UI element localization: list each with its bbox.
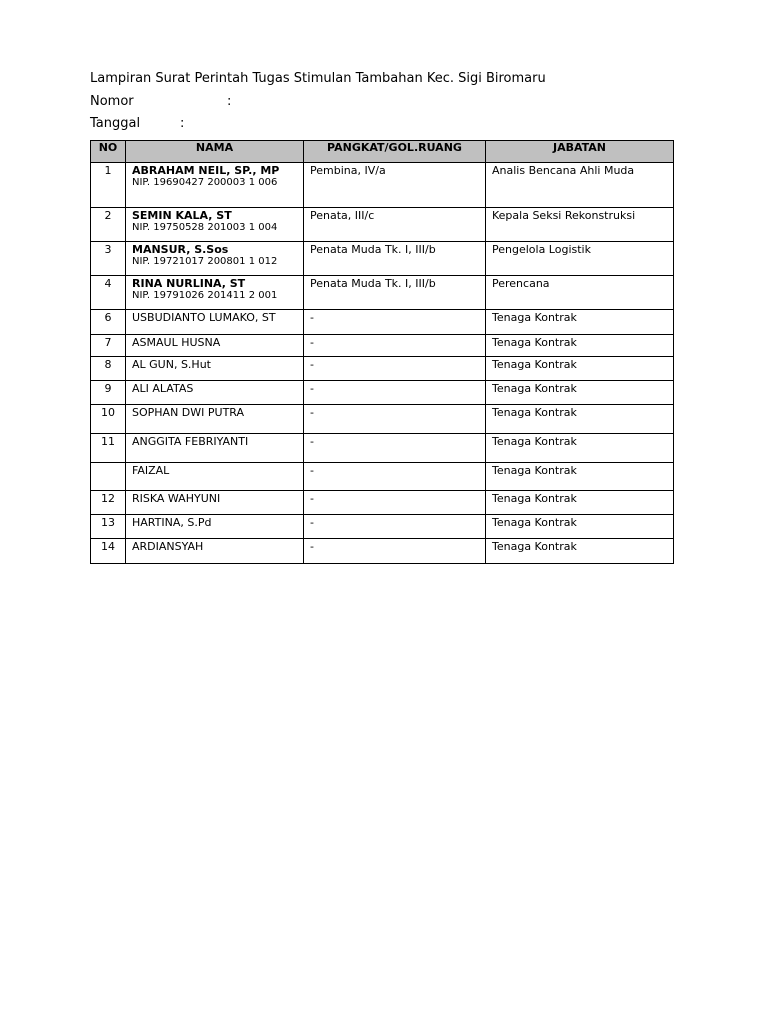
row-number: 4 xyxy=(91,276,126,310)
row-rank: - xyxy=(304,515,486,539)
column-header-jabatan: JABATAN xyxy=(486,141,674,163)
person-nip: NIP. 19721017 200801 1 012 xyxy=(132,256,278,267)
row-position: Analis Bencana Ahli Muda xyxy=(486,163,674,208)
row-name-cell xyxy=(126,335,304,357)
row-name-cell xyxy=(126,434,304,463)
person-name: ASMAUL HUSNA xyxy=(132,336,221,349)
row-name-cell xyxy=(126,310,304,335)
row-position: Tenaga Kontrak xyxy=(486,515,674,539)
table-row xyxy=(91,463,674,491)
person-name: SEMIN KALA, ST xyxy=(132,209,232,222)
column-header-nama: NAMA xyxy=(126,141,304,163)
person-nip: NIP. 19690427 200003 1 006 xyxy=(132,177,278,188)
row-position: Tenaga Kontrak xyxy=(486,434,674,463)
row-number: 2 xyxy=(91,208,126,242)
row-name-cell xyxy=(126,163,304,208)
row-name-cell xyxy=(126,242,304,276)
table-row xyxy=(91,515,674,539)
row-rank: - xyxy=(304,310,486,335)
row-name-cell xyxy=(126,491,304,515)
row-rank: - xyxy=(304,463,486,491)
row-rank: Penata Muda Tk. I, III/b xyxy=(304,276,486,310)
row-name-cell xyxy=(126,515,304,539)
table-row xyxy=(91,381,674,405)
table-row xyxy=(91,357,674,381)
row-position: Tenaga Kontrak xyxy=(486,491,674,515)
person-name: ABRAHAM NEIL, SP., MP xyxy=(132,164,280,177)
row-position: Tenaga Kontrak xyxy=(486,539,674,564)
nomor-line xyxy=(90,94,232,110)
row-number: 7 xyxy=(91,335,126,357)
row-rank: - xyxy=(304,405,486,434)
person-name: FAIZAL xyxy=(132,464,170,477)
table-row xyxy=(91,335,674,357)
table-row xyxy=(91,539,674,564)
row-rank: - xyxy=(304,491,486,515)
personnel-table xyxy=(90,140,674,564)
row-position: Tenaga Kontrak xyxy=(486,335,674,357)
row-rank: Penata Muda Tk. I, III/b xyxy=(304,242,486,276)
row-number: 10 xyxy=(91,405,126,434)
person-nip: NIP. 19791026 201411 2 001 xyxy=(132,290,278,301)
row-name-cell xyxy=(126,463,304,491)
column-header-pangkat: PANGKAT/GOL.RUANG xyxy=(304,141,486,163)
row-rank: Penata, III/c xyxy=(304,208,486,242)
row-name-cell xyxy=(126,539,304,564)
tanggal-line xyxy=(90,116,185,132)
person-name: HARTINA, S.Pd xyxy=(132,516,212,529)
person-nip: NIP. 19750528 201003 1 004 xyxy=(132,222,278,233)
row-position: Perencana xyxy=(486,276,674,310)
document-title xyxy=(90,71,546,87)
table-row xyxy=(91,310,674,335)
person-name: AL GUN, S.Hut xyxy=(132,358,211,371)
person-name: ANGGITA FEBRIYANTI xyxy=(132,435,249,448)
person-name: RINA NURLINA, ST xyxy=(132,277,246,290)
row-rank: - xyxy=(304,539,486,564)
row-position: Kepala Seksi Rekonstruksi xyxy=(486,208,674,242)
row-rank: Pembina, IV/a xyxy=(304,163,486,208)
row-position: Pengelola Logistik xyxy=(486,242,674,276)
column-header-no: NO xyxy=(91,141,126,163)
row-name-cell xyxy=(126,381,304,405)
table-row xyxy=(91,491,674,515)
person-name: ARDIANSYAH xyxy=(132,540,204,553)
row-number: 12 xyxy=(91,491,126,515)
row-number: 8 xyxy=(91,357,126,381)
row-name-cell xyxy=(126,276,304,310)
row-position: Tenaga Kontrak xyxy=(486,405,674,434)
tanggal-colon: : xyxy=(180,116,185,131)
table-body xyxy=(91,163,674,564)
nomor-colon: : xyxy=(227,94,232,109)
person-name: SOPHAN DWI PUTRA xyxy=(132,406,245,419)
row-position: Tenaga Kontrak xyxy=(486,381,674,405)
row-number: 13 xyxy=(91,515,126,539)
row-rank: - xyxy=(304,357,486,381)
title-text: Lampiran Surat Perintah Tugas Stimulan Tambahan Kec. Sigi Biromaru xyxy=(90,71,546,86)
row-number: 3 xyxy=(91,242,126,276)
table-row xyxy=(91,242,674,276)
row-rank: - xyxy=(304,335,486,357)
row-rank: - xyxy=(304,381,486,405)
person-name: USBUDIANTO LUMAKO, ST xyxy=(132,311,276,324)
row-rank: - xyxy=(304,434,486,463)
row-number: 1 xyxy=(91,163,126,208)
tanggal-label: Tanggal xyxy=(90,116,141,131)
row-number: 6 xyxy=(91,310,126,335)
person-name: RISKA WAHYUNI xyxy=(132,492,221,505)
row-number: 11 xyxy=(91,434,126,463)
table-header-row xyxy=(91,141,674,163)
table-row xyxy=(91,163,674,208)
row-name-cell xyxy=(126,357,304,381)
person-name: ALI ALATAS xyxy=(132,382,194,395)
table-row xyxy=(91,405,674,434)
table-row xyxy=(91,208,674,242)
table-row xyxy=(91,276,674,310)
row-number xyxy=(91,463,126,491)
row-position: Tenaga Kontrak xyxy=(486,357,674,381)
person-name: MANSUR, S.Sos xyxy=(132,243,229,256)
row-position: Tenaga Kontrak xyxy=(486,310,674,335)
row-name-cell xyxy=(126,405,304,434)
row-number: 9 xyxy=(91,381,126,405)
nomor-label: Nomor xyxy=(90,94,134,109)
table-row xyxy=(91,434,674,463)
row-number: 14 xyxy=(91,539,126,564)
row-name-cell xyxy=(126,208,304,242)
row-position: Tenaga Kontrak xyxy=(486,463,674,491)
